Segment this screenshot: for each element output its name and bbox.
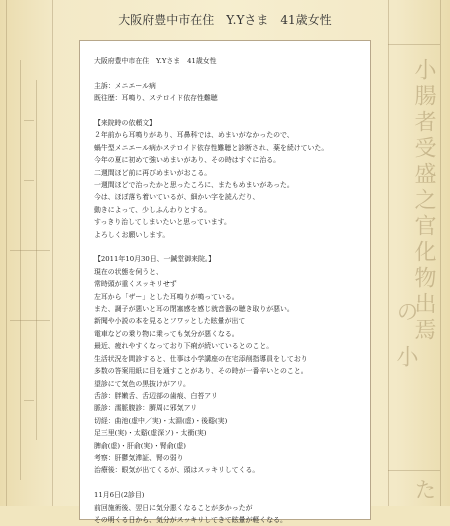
first-visit-line: 左耳から「ザー」とした耳鳴りが鳴っている。 bbox=[94, 292, 239, 301]
background-scroll-right: 小 腸 者 受 盛 之 官 化 物 出 焉 の 小 た bbox=[380, 0, 450, 506]
first-visit-line: 舌診：胖嫩舌、舌辺部の歯痕、白苔アリ bbox=[94, 391, 218, 400]
first-visit-line: 常時頭が重くスッキリせず bbox=[94, 280, 177, 289]
second-visit-line: 前回施術後、翌日に気分悪くなることが多かったが bbox=[94, 503, 253, 512]
first-visit-line: また、調子が悪いと耳の閉塞感を感じ就音器の聴き取りが悪い。 bbox=[94, 305, 294, 314]
first-visit-line: 望診にて気色の黒抜けがアリ。 bbox=[94, 379, 190, 388]
first-visit-line: 現在の状態を伺うと、 bbox=[94, 267, 163, 276]
section-heading-request: 【来院時の依頼文】 bbox=[94, 119, 157, 127]
page-title: 大阪府豊中市在住 Y.Yさま 41歳女性 bbox=[118, 13, 332, 27]
first-visit-line: 新聞や小説の本を見るとフワッとした眩暈が出て bbox=[94, 317, 246, 326]
request-line: すっきり治してしまいたいと思っています。 bbox=[94, 218, 231, 227]
first-visit-line: 考察：肝鬱気滞証、腎の弱り bbox=[94, 453, 184, 462]
first-visit-line: 脾俞(虚)・肝俞(実)・腎俞(虚) bbox=[94, 441, 186, 450]
request-line: ２年前から耳鳴りがあり、耳鼻科では、めまいがなかったので、 bbox=[94, 131, 294, 140]
section-heading-second-visit: 11月6日(2診目) bbox=[94, 491, 145, 500]
card-title: 大阪府豊中市在住 Y.Yさま 41歳女性 bbox=[94, 57, 217, 65]
request-line: 動きによって、少しふんわりとする。 bbox=[94, 205, 212, 214]
first-visit-line: 足三里(実)・太谿(虚深ソ)・太衝(実) bbox=[94, 429, 207, 438]
request-line: 今は、ほぼ落ち着いているが、細かい字を読んだり、 bbox=[94, 193, 260, 202]
background-scroll-left bbox=[0, 0, 70, 506]
first-visit-line: 脈診：濡脈腹診：臍周に邪気アリ bbox=[94, 404, 198, 413]
request-line: よろしくお願いします。 bbox=[94, 230, 170, 239]
section-heading-first-visit: 【2011年10月30日、一鍼堂御来院。】 bbox=[94, 255, 216, 264]
first-visit-line: 生活状況を間診すると、仕事は小学講座の在宅添削指導員をしており bbox=[94, 354, 308, 363]
first-visit-line: 治療後：眼気が出てくるが、頭はスッキリしてくる。 bbox=[94, 466, 260, 475]
first-visit-line: 多数の答案用紙に目を通すことがあり、その時が一番辛いとのこと。 bbox=[94, 367, 308, 376]
first-visit-line: 電車などの乗り物に乗っても気分が悪くなる。 bbox=[94, 329, 239, 338]
request-line: 一週間ほどで治ったかと思ったころに、またもめまいがあった。 bbox=[94, 181, 294, 190]
second-visit-line: その明くる日から、気分がスッキリしてきて眩暈が軽くなる。 bbox=[94, 515, 287, 524]
first-visit-line: 最近、疲れやすくなっており下痢が続いているとのこと。 bbox=[94, 342, 274, 351]
medical-history: 既往歴：耳鳴り、ステロイド依存性難聴 bbox=[94, 94, 218, 103]
testimonial-card bbox=[79, 40, 371, 524]
request-line: 蝸牛型メニエール病かステロイド依存性難聴と診断され、薬を続けていた。 bbox=[94, 143, 329, 152]
chief-complaint: 主訴：メニエール病 bbox=[94, 81, 156, 90]
request-line: 今年の夏に初めて強いめまいがあり、その時はすぐに治る。 bbox=[94, 156, 281, 165]
first-visit-line: 切経：曲池(虚中／実)・太淵(虚)・後谿(実) bbox=[94, 416, 228, 425]
request-line: 二週間ほど前に再びめまいがおこる。 bbox=[94, 168, 212, 177]
